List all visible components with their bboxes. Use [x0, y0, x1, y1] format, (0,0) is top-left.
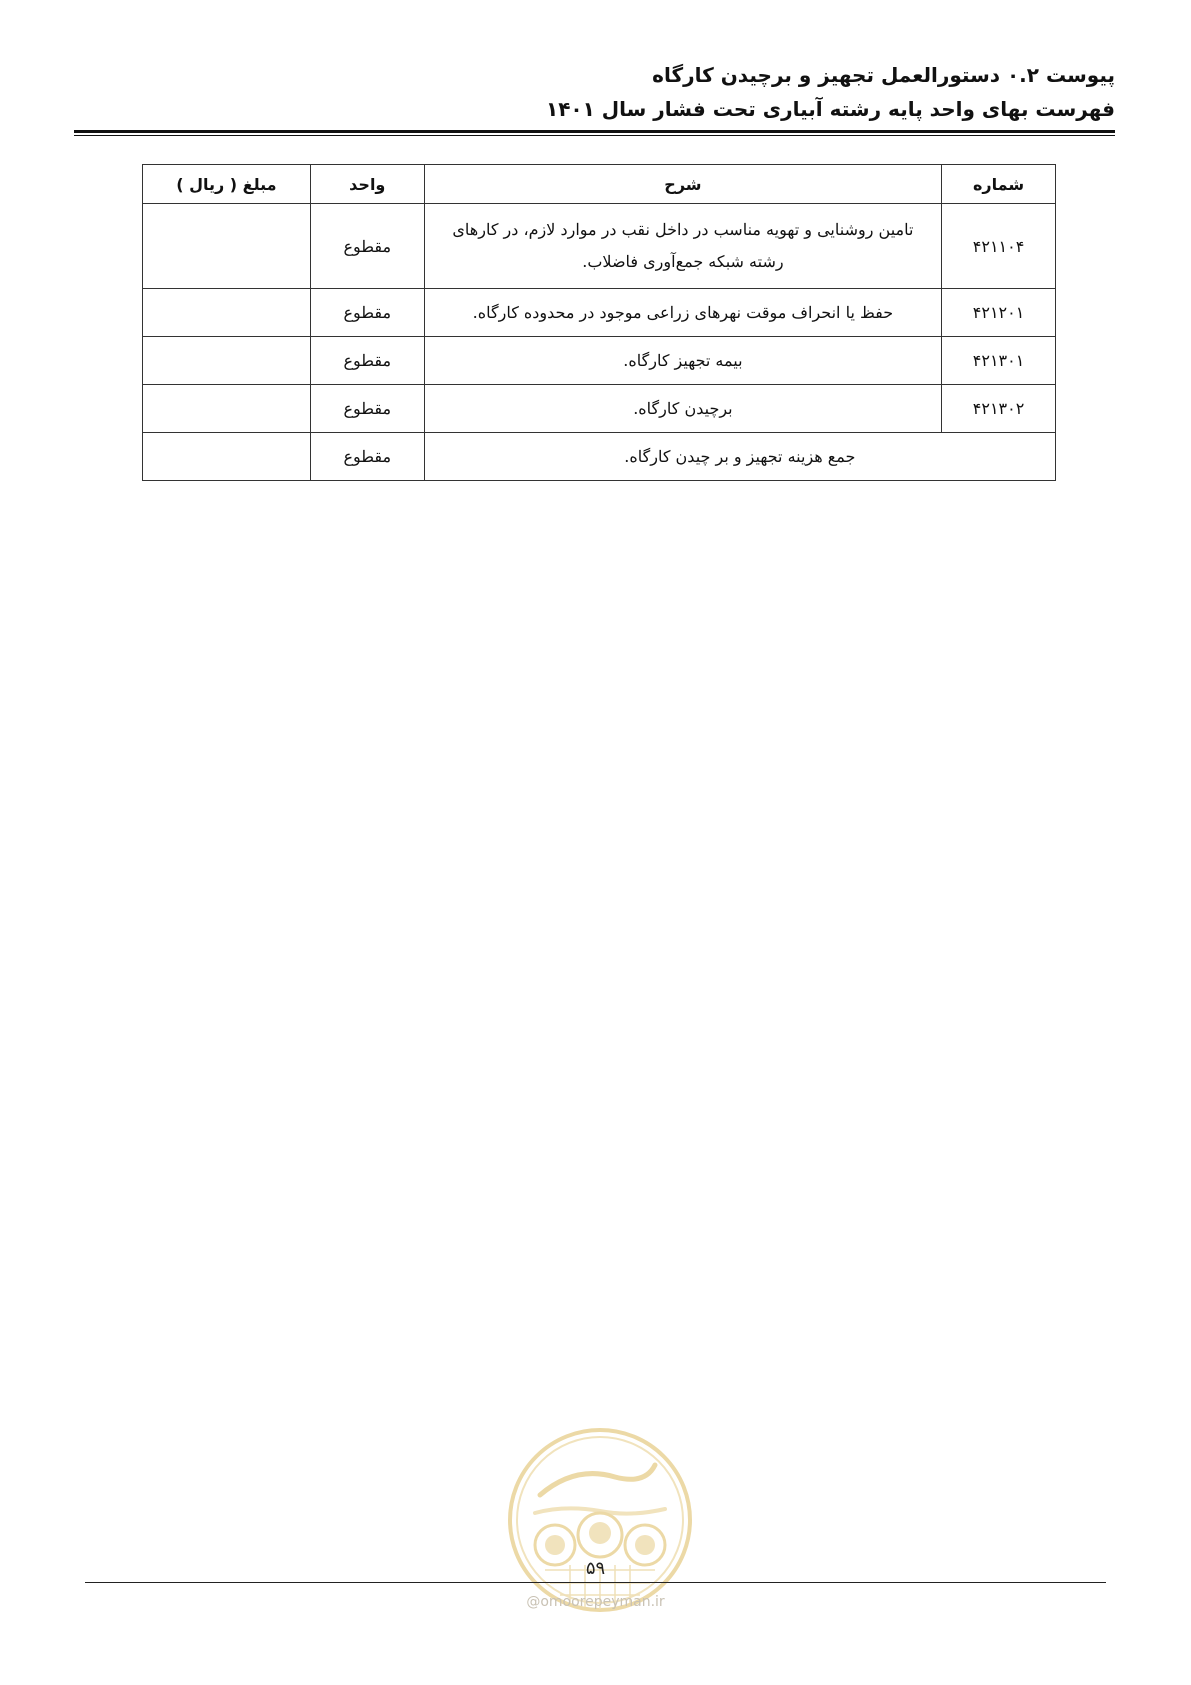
table-row [143, 289, 1056, 337]
item-description: بیمه تجهیز کارگاه. [424, 337, 941, 385]
item-number: ۴۲۱۳۰۱ [942, 337, 1056, 385]
total-unit: مقطوع [310, 433, 424, 481]
item-description: حفظ یا انحراف موقت نهرهای زراعی موجود در محدوده کارگاه. [424, 289, 941, 337]
watermark-site-text: @omoorepeyman.ir [526, 1594, 665, 1610]
items-table [142, 164, 1056, 481]
header-number: شماره [942, 165, 1056, 204]
table-row [143, 204, 1056, 289]
total-description: جمع هزینه تجهیز و بر چیدن کارگاه. [424, 433, 1055, 481]
header-rule-thick [74, 130, 1115, 133]
item-amount [143, 337, 311, 385]
table-header-row [143, 165, 1056, 204]
item-unit: مقطوع [310, 204, 424, 289]
table-row [143, 337, 1056, 385]
watermark-logo [505, 1425, 695, 1615]
price-list-title: فهرست بهای واحد پایه رشته آبیاری تحت فشار سال ۱۴۰۱ [546, 97, 1115, 121]
item-unit: مقطوع [310, 385, 424, 433]
header-unit: واحد [310, 165, 424, 204]
item-number: ۴۲۱۱۰۴ [942, 204, 1056, 289]
header-amount: مبلغ ( ریال ) [143, 165, 311, 204]
item-unit: مقطوع [310, 337, 424, 385]
header-description: شرح [424, 165, 941, 204]
item-amount [143, 385, 311, 433]
item-description: تامین روشنایی و تهویه مناسب در داخل نقب در موارد لازم، در کارهای رشته شبکه جمع‌آوری فاضلاب. [424, 204, 941, 289]
item-amount [143, 289, 311, 337]
total-row [143, 433, 1056, 481]
item-unit: مقطوع [310, 289, 424, 337]
total-amount [143, 433, 311, 481]
header-rule-thin [74, 135, 1115, 136]
page-number: ۵۹ [585, 1558, 606, 1579]
appendix-title: پیوست ۰.۲ دستورالعمل تجهیز و برچیدن کارگاه [652, 63, 1115, 87]
page-header [546, 58, 1115, 126]
item-amount [143, 204, 311, 289]
item-description: برچیدن کارگاه. [424, 385, 941, 433]
item-number: ۴۲۱۳۰۲ [942, 385, 1056, 433]
footer-rule [85, 1582, 1106, 1583]
table-row [143, 385, 1056, 433]
item-number: ۴۲۱۲۰۱ [942, 289, 1056, 337]
